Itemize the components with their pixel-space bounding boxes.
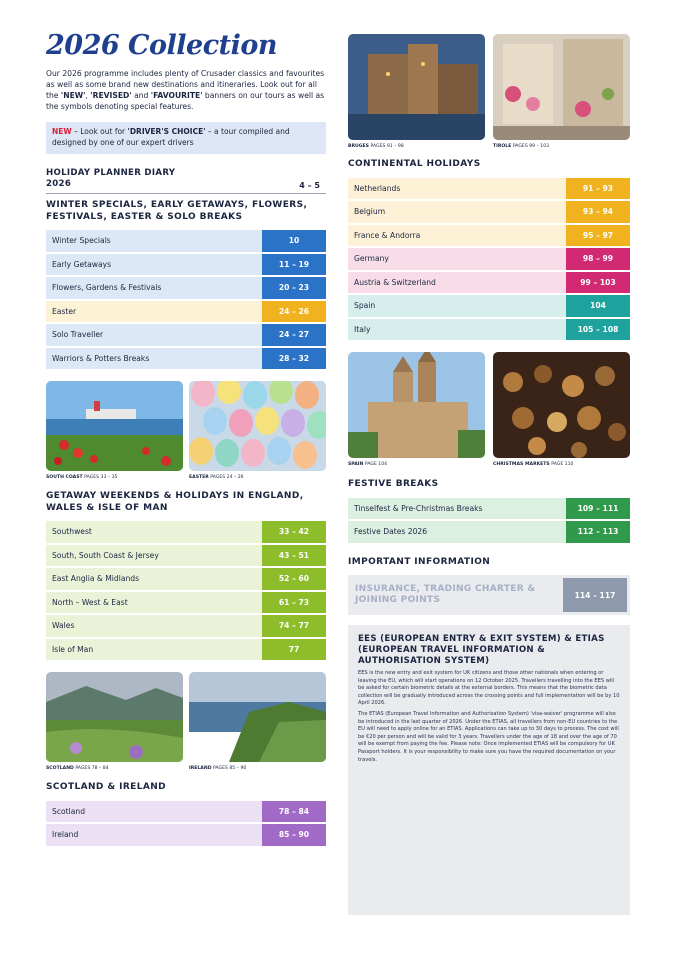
photo-ireland[interactable] (189, 672, 326, 771)
table-row[interactable] (46, 592, 326, 614)
getaway-table (46, 519, 326, 662)
table-row[interactable] (46, 568, 326, 590)
scotland-image (46, 672, 183, 762)
row-label: Ireland (46, 824, 262, 846)
intro-part: banners on our tours as well as the symbols denoting special features. (46, 91, 325, 111)
callout-text: – a tour compiled and designed by one of our expert drivers (52, 127, 290, 147)
row-pages: 77 (262, 639, 326, 661)
caption-place: TIROLE (493, 144, 512, 149)
row-pages: 11 – 19 (262, 254, 326, 276)
continental-table (348, 176, 630, 343)
photo-south-coast[interactable] (46, 381, 183, 480)
table-row[interactable] (46, 801, 326, 823)
row-label: Winter Specials (46, 230, 262, 252)
row-label: Festive Dates 2026 (348, 521, 566, 543)
table-row[interactable] (348, 272, 630, 294)
row-label: Spain (348, 295, 566, 317)
row-pages: 20 – 23 (262, 277, 326, 299)
photo-row-1 (46, 381, 326, 480)
intro-part: , (85, 91, 91, 100)
table-row[interactable] (46, 324, 326, 346)
table-row[interactable] (46, 230, 326, 252)
row-pages: 112 – 113 (566, 521, 630, 543)
easter-image (189, 381, 326, 471)
caption-pages: PAGE 104 (364, 462, 388, 467)
ees-paragraph-1: EES is the new entry and exit system for UK citizens and those other nationals when entering or leaving the EU, which will start operations on 12 October 2025. Travellers travelling into the EES will be asked for certain biometric details at the external borders. This means that the biometric data collection will be gradually introduced across the crossing points and full implementation will be by 10 April 2026. (358, 670, 620, 707)
row-pages: 93 – 94 (566, 201, 630, 223)
festive-table (348, 496, 630, 545)
caption-pages: PAGES 33 – 35 (84, 475, 118, 480)
row-label: Isle of Man (46, 639, 262, 661)
caption-place: SOUTH COAST (46, 475, 83, 480)
row-pages: 109 – 111 (566, 498, 630, 520)
photo-scotland[interactable] (46, 672, 183, 771)
table-row[interactable] (348, 295, 630, 317)
row-pages: 95 – 97 (566, 225, 630, 247)
photo-bruges[interactable] (348, 34, 485, 149)
drivers-choice-label: 'DRIVER'S CHOICE' (127, 127, 206, 136)
festive-heading: FESTIVE BREAKS (348, 479, 439, 489)
caption-place: SPAIN (348, 462, 364, 467)
table-row[interactable] (348, 201, 630, 223)
table-row[interactable] (348, 319, 630, 341)
row-label: East Anglia & Midlands (46, 568, 262, 590)
intro-revised-banner: 'REVISED' (90, 91, 132, 100)
table-row[interactable] (46, 545, 326, 567)
winter-heading: WINTER SPECIALS, EARLY GETAWAYS, FLOWERS, FESTIVALS, EASTER & SOLO BREAKS (46, 200, 308, 222)
row-pages: 91 – 93 (566, 178, 630, 200)
table-row[interactable] (46, 639, 326, 661)
insurance-title: INSURANCE, TRADING CHARTER & JOINING POINTS (355, 584, 536, 605)
row-pages: 74 – 77 (262, 615, 326, 637)
tirole-image (493, 34, 630, 140)
intro-text (46, 68, 326, 112)
row-pages: 98 – 99 (566, 248, 630, 270)
intro-part: Our 2026 programme includes plenty of Crusader classics and favourites as well as some brand new destinations and itineraries. Look out for all the (46, 69, 325, 100)
scotland-illustration (46, 672, 183, 762)
row-pages: 105 – 108 (566, 319, 630, 341)
row-label: Tinselfest & Pre-Christmas Breaks (348, 498, 566, 520)
intro-favourite-banner: 'FAVOURITE' (150, 91, 203, 100)
row-label: South, South Coast & Jersey (46, 545, 262, 567)
row-pages: 10 (262, 230, 326, 252)
row-pages: 85 – 90 (262, 824, 326, 846)
photo-christmas-markets[interactable] (493, 352, 630, 467)
caption-place: CHRISTMAS MARKETS (493, 462, 550, 467)
holiday-planner-pages: 4 – 5 (299, 181, 320, 190)
spain-illustration (348, 352, 485, 458)
photo-caption (493, 144, 630, 149)
south-coast-illustration (46, 381, 183, 471)
row-label: Scotland (46, 801, 262, 823)
row-label: Warriors & Potters Breaks (46, 348, 262, 370)
intro-new-banner: 'NEW' (60, 91, 86, 100)
photo-row-top (348, 34, 630, 149)
row-pages: 24 – 27 (262, 324, 326, 346)
photo-easter[interactable] (189, 381, 326, 480)
photo-caption (46, 475, 183, 480)
caption-pages: PAGES 99 – 103 (512, 144, 550, 149)
table-row[interactable] (46, 277, 326, 299)
photo-caption (493, 462, 630, 467)
photo-row-mid (348, 352, 630, 467)
row-label: Italy (348, 319, 566, 341)
table-row[interactable] (348, 225, 630, 247)
christmas-markets-image (493, 352, 630, 458)
caption-place: BRUGES (348, 144, 369, 149)
table-row[interactable] (46, 615, 326, 637)
scotland-heading: SCOTLAND & IRELAND (46, 782, 167, 792)
table-row[interactable] (348, 178, 630, 200)
ees-heading: EES (EUROPEAN ENTRY & EXIT SYSTEM) & ETIAS (EUROPEAN TRAVEL INFORMATION & AUTHORISATION SYSTEM) (358, 634, 605, 666)
insurance-pages: 114 – 117 (563, 578, 627, 612)
table-row[interactable] (348, 248, 630, 270)
caption-pages: PAGE 110 (551, 462, 574, 467)
spain-image (348, 352, 485, 458)
christmas-markets-illustration (493, 352, 630, 458)
row-pages: 78 – 84 (262, 801, 326, 823)
table-row[interactable] (348, 498, 630, 520)
row-pages: 28 – 32 (262, 348, 326, 370)
photo-tirole[interactable] (493, 34, 630, 149)
row-pages: 52 – 60 (262, 568, 326, 590)
caption-place: SCOTLAND (46, 766, 74, 771)
new-label: NEW (52, 127, 72, 136)
right-column (348, 34, 630, 915)
caption-place: IRELAND (189, 766, 212, 771)
row-label: Wales (46, 615, 262, 637)
row-pages: 104 (566, 295, 630, 317)
row-label: France & Andorra (348, 225, 566, 247)
photo-spain[interactable] (348, 352, 485, 467)
holiday-planner-row[interactable] (46, 168, 326, 194)
important-heading: IMPORTANT INFORMATION (348, 556, 491, 567)
bruges-image (348, 34, 485, 140)
table-row[interactable] (46, 824, 326, 846)
continental-heading: CONTINENTAL HOLIDAYS (348, 159, 481, 169)
row-label: Germany (348, 248, 566, 270)
photo-caption (189, 475, 326, 480)
row-pages: 43 – 51 (262, 545, 326, 567)
row-pages: 33 – 42 (262, 521, 326, 543)
ireland-image (189, 672, 326, 762)
row-label: North – West & East (46, 592, 262, 614)
south-coast-image (46, 381, 183, 471)
caption-pages: PAGES 78 – 84 (75, 766, 109, 771)
row-pages: 61 – 73 (262, 592, 326, 614)
row-label: Belgium (348, 201, 566, 223)
row-label: Flowers, Gardens & Festivals (46, 277, 262, 299)
row-label: Southwest (46, 521, 262, 543)
holiday-planner-title: HOLIDAY PLANNER DIARY 2026 (46, 168, 176, 189)
table-row[interactable] (46, 254, 326, 276)
photo-row-2 (46, 672, 326, 771)
getaway-heading: GETAWAY WEEKENDS & HOLIDAYS IN ENGLAND, WALES & ISLE OF MAN (46, 491, 304, 513)
caption-pages: PAGES 91 – 98 (370, 144, 404, 149)
table-row[interactable] (46, 301, 326, 323)
ees-etias-info-box (348, 625, 630, 915)
row-label: Netherlands (348, 178, 566, 200)
row-label: Easter (46, 301, 262, 323)
easter-eggs-illustration (189, 381, 326, 471)
caption-pages: PAGES 24 – 26 (210, 475, 244, 480)
callout-text: – Look out for (71, 127, 128, 136)
tirole-illustration (493, 34, 630, 140)
winter-table (46, 228, 326, 371)
page-title: 2026 Collection (46, 30, 278, 61)
row-label: Early Getaways (46, 254, 262, 276)
caption-place: EASTER (189, 475, 209, 480)
photo-caption (348, 462, 485, 467)
photo-caption (189, 766, 326, 771)
table-row[interactable] (46, 348, 326, 370)
caption-pages: PAGES 85 – 90 (213, 766, 247, 771)
table-row[interactable] (46, 521, 326, 543)
ireland-illustration (189, 672, 326, 762)
photo-caption (348, 144, 485, 149)
row-pages: 24 – 26 (262, 301, 326, 323)
intro-part: and (131, 91, 151, 100)
row-label: Austria & Switzerland (348, 272, 566, 294)
table-row[interactable] (348, 521, 630, 543)
row-label: Solo Traveller (46, 324, 262, 346)
scotland-table (46, 799, 326, 848)
drivers-choice-callout (46, 122, 326, 154)
left-column (46, 30, 326, 848)
bruges-illustration (348, 34, 485, 140)
row-pages: 99 – 103 (566, 272, 630, 294)
ees-paragraph-2: The ETIAS (European Travel Information and Authorisation System) 'visa-waiver' programme will also be introduced in the last quarter of 2026. Under the ETIAS, all travellers from non-EU countries to the EU will need to apply online for an ETIAS. Applications can take up to 30 days to process. The cost will be €20 per person and will be valid for 3 years. Travellers under the age of 18 and over the age of 70 will be exempt from paying the fee. Please note: Once implemented ETIAS will be compulsory for UK Passport holders. It is your responsibility to make sure you have the required documentation on your travels. (358, 710, 619, 763)
photo-caption (46, 766, 183, 771)
insurance-row[interactable] (348, 575, 630, 615)
